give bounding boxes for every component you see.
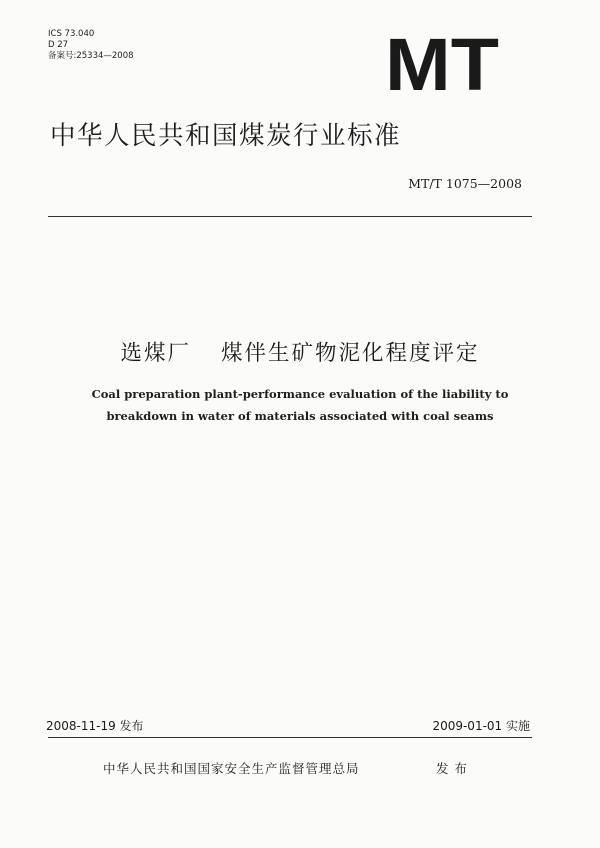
filing-number: 备案号:25334—2008 [48,51,134,61]
mt-logo [384,34,500,94]
title-en-line2: breakdown in water of materials associated with coal seams [106,409,494,423]
standard-type-title: 中华人民共和国煤炭行业标准 [50,121,402,151]
document-title-en [60,383,540,427]
bottom-divider [48,737,532,738]
document-title-zh [64,336,536,367]
title-en-line1: Coal preparation plant-performance evaluation of the liability to [91,387,509,401]
implementation-date: 2009-01-01 实施 [432,719,530,733]
publish-label: 发布 [436,761,474,776]
classification-block [48,29,134,62]
mt-logo-text: MT [385,34,499,94]
issue-date: 2008-11-19 发布 [46,719,144,733]
ics-code: ICS 73.040 [48,29,95,39]
title-zh-part1: 选煤厂 [120,341,191,366]
top-divider [48,216,532,217]
title-zh-part2: 煤伴生矿物泥化程度评定 [221,341,480,366]
ccs-code: D 27 [48,40,69,50]
standard-code: MT/T 1075—2008 [408,176,522,191]
publisher-name: 中华人民共和国国家安全生产监督管理总局 [103,761,360,776]
